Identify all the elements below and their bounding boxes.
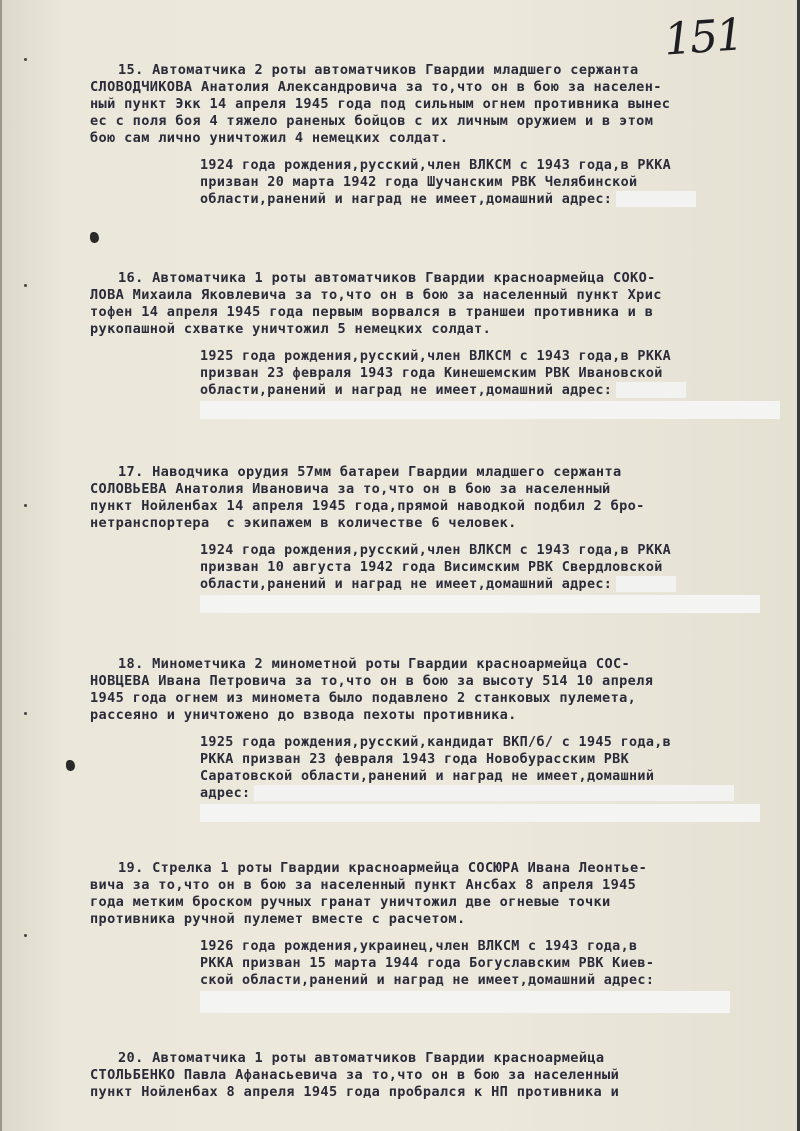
entry-line: СТОЛЬБЕНКО Павла Афанасьевича за то,что он в бою за населенный <box>90 1067 620 1083</box>
bio-line-text: ской области,ранений и наград не имеет,домашний адрес: <box>200 973 655 988</box>
entry-line: СЛОВОДЧИКОВА Анатолия Александровича за то,что он в бою за населен- <box>90 79 662 95</box>
biography-block <box>90 542 770 613</box>
bio-line-text: области,ранений и наград не имеет,домашний адрес: <box>200 192 613 207</box>
entry-line: 19. Стрелка 1 роты Гвардии красноармейца СОСЮРА Ивана Леонтье- <box>118 860 648 876</box>
entry-line: 16. Автоматчика 1 роты автоматчиков Гвардии красноармейца СОКО- <box>118 270 656 286</box>
margin-mark <box>24 58 27 61</box>
redacted-address <box>254 785 734 801</box>
redacted-address <box>616 382 686 398</box>
bio-line: 1925 года рождения,русский,член ВЛКСМ с 1943 года,в РККА <box>200 349 672 364</box>
entry-line: бою сам лично уничтожил 4 немецких солдат. <box>90 130 449 146</box>
entry-line: рукопашной схватке уничтожил 5 немецких солдат. <box>90 321 492 337</box>
redacted-address-continuation <box>200 595 760 613</box>
redacted-address-continuation <box>200 401 780 419</box>
biography-block <box>90 734 770 822</box>
bio-line: РККА призван 15 марта 1944 года Богуславским РВК Киев- <box>200 956 655 971</box>
bio-line-text: области,ранений и наград не имеет,домашний адрес: <box>200 577 613 592</box>
bio-line <box>200 785 770 802</box>
punch-hole-mark <box>90 232 99 243</box>
biography-block <box>90 938 770 1013</box>
margin-mark <box>24 712 27 715</box>
bio-line <box>200 972 770 989</box>
entry-line: 17. Наводчика орудия 57мм батареи Гвардии младшего сержанта <box>118 464 622 480</box>
bio-line: 1924 года рождения,русский,член ВЛКСМ с 1943 года,в РККА <box>200 158 672 173</box>
biography-block <box>90 157 770 208</box>
bio-line: 1925 года рождения,русский,кандидат ВКП/б/ с 1945 года,в <box>200 735 672 750</box>
bio-line-text: адрес: <box>200 786 251 801</box>
award-entry-18 <box>90 656 770 822</box>
bio-line: РККА призван 23 февраля 1943 года Новобурасским РВК <box>200 752 630 767</box>
handwritten-page-number: 151 <box>662 9 744 66</box>
entry-line: 15. Автоматчика 2 роты автоматчиков Гвардии младшего сержанта <box>118 62 639 78</box>
bio-line: призван 23 февраля 1943 года Кинешемским РВК Ивановской <box>200 366 663 381</box>
bio-line: 1924 года рождения,русский,член ВЛКСМ с 1943 года,в РККА <box>200 543 672 558</box>
punch-hole-mark <box>66 760 75 771</box>
award-entry-17 <box>90 464 770 613</box>
entry-line: нетранспортера с экипажем в количестве 6 человек. <box>90 515 517 531</box>
entry-line: 20. Автоматчика 1 роты автоматчиков Гвардии красноармейца <box>118 1050 605 1066</box>
entry-line: 1945 года огнем из миномета было подавлено 2 станковых пулемета, <box>90 690 637 706</box>
margin-mark <box>24 504 27 507</box>
bio-line <box>200 576 770 593</box>
entry-line: 18. Минометчика 2 минометной роты Гвардии красноармейца СОС- <box>118 656 631 672</box>
entry-line: НОВЦЕВА Ивана Петровича за то,что он в бою за высоту 514 10 апреля <box>90 673 654 689</box>
redacted-address <box>200 991 730 1013</box>
bio-line: 1926 года рождения,украинец,член ВЛКСМ с 1943 года,в <box>200 939 638 954</box>
bio-line <box>200 382 770 399</box>
entry-line: пункт Нойленбах 8 апреля 1945 года пробрался к НП противника и <box>90 1084 620 1100</box>
entry-line: тофен 14 апреля 1945 года первым ворвался в траншеи противника и в <box>90 304 654 320</box>
margin-mark <box>24 934 27 937</box>
margin-mark <box>24 284 27 287</box>
redacted-address <box>616 576 676 592</box>
award-entry-15 <box>90 62 770 208</box>
entry-line: вича за то,что он в бою за населенный пункт Ансбах 8 апреля 1945 <box>90 877 637 893</box>
biography-block <box>90 348 770 419</box>
entry-line: ес с поля боя 4 тяжело раненых бойцов с их личным оружием и в этом <box>90 113 654 129</box>
entry-line: СОЛОВЬЕВА Анатолия Ивановича за то,что он в бою за населенный <box>90 481 611 497</box>
bio-line: Саратовской области,ранений и наград не имеет,домашний <box>200 769 655 784</box>
bio-line: призван 10 августа 1942 года Висимским РВК Свердловской <box>200 560 663 575</box>
entry-line: противника ручной пулемет вместе с расчетом. <box>90 911 466 927</box>
entry-line: ЛОВА Михаила Яковлевича за то,что он в бою за населенный пункт Хрис <box>90 287 662 303</box>
bio-line: призван 20 марта 1942 года Шучанским РВК Челябинской <box>200 175 638 190</box>
entry-line: года метким броском ручных гранат уничтожил две огневые точки <box>90 894 611 910</box>
award-entry-19 <box>90 860 770 1013</box>
award-entry-20 <box>90 1050 770 1101</box>
entry-line: рассеяно и уничтожено до взвода пехоты противника. <box>90 707 517 723</box>
redacted-address-continuation <box>200 804 760 822</box>
bio-line-text: области,ранений и наград не имеет,домашний адрес: <box>200 383 613 398</box>
redacted-address <box>616 191 696 207</box>
bio-line <box>200 191 770 208</box>
entry-line: ный пункт Экк 14 апреля 1945 года под сильным огнем противника вынес <box>90 96 671 112</box>
award-entry-16 <box>90 270 770 419</box>
entry-line: пункт Нойленбах 14 апреля 1945 года,прямой наводкой подбил 2 бро- <box>90 498 645 514</box>
